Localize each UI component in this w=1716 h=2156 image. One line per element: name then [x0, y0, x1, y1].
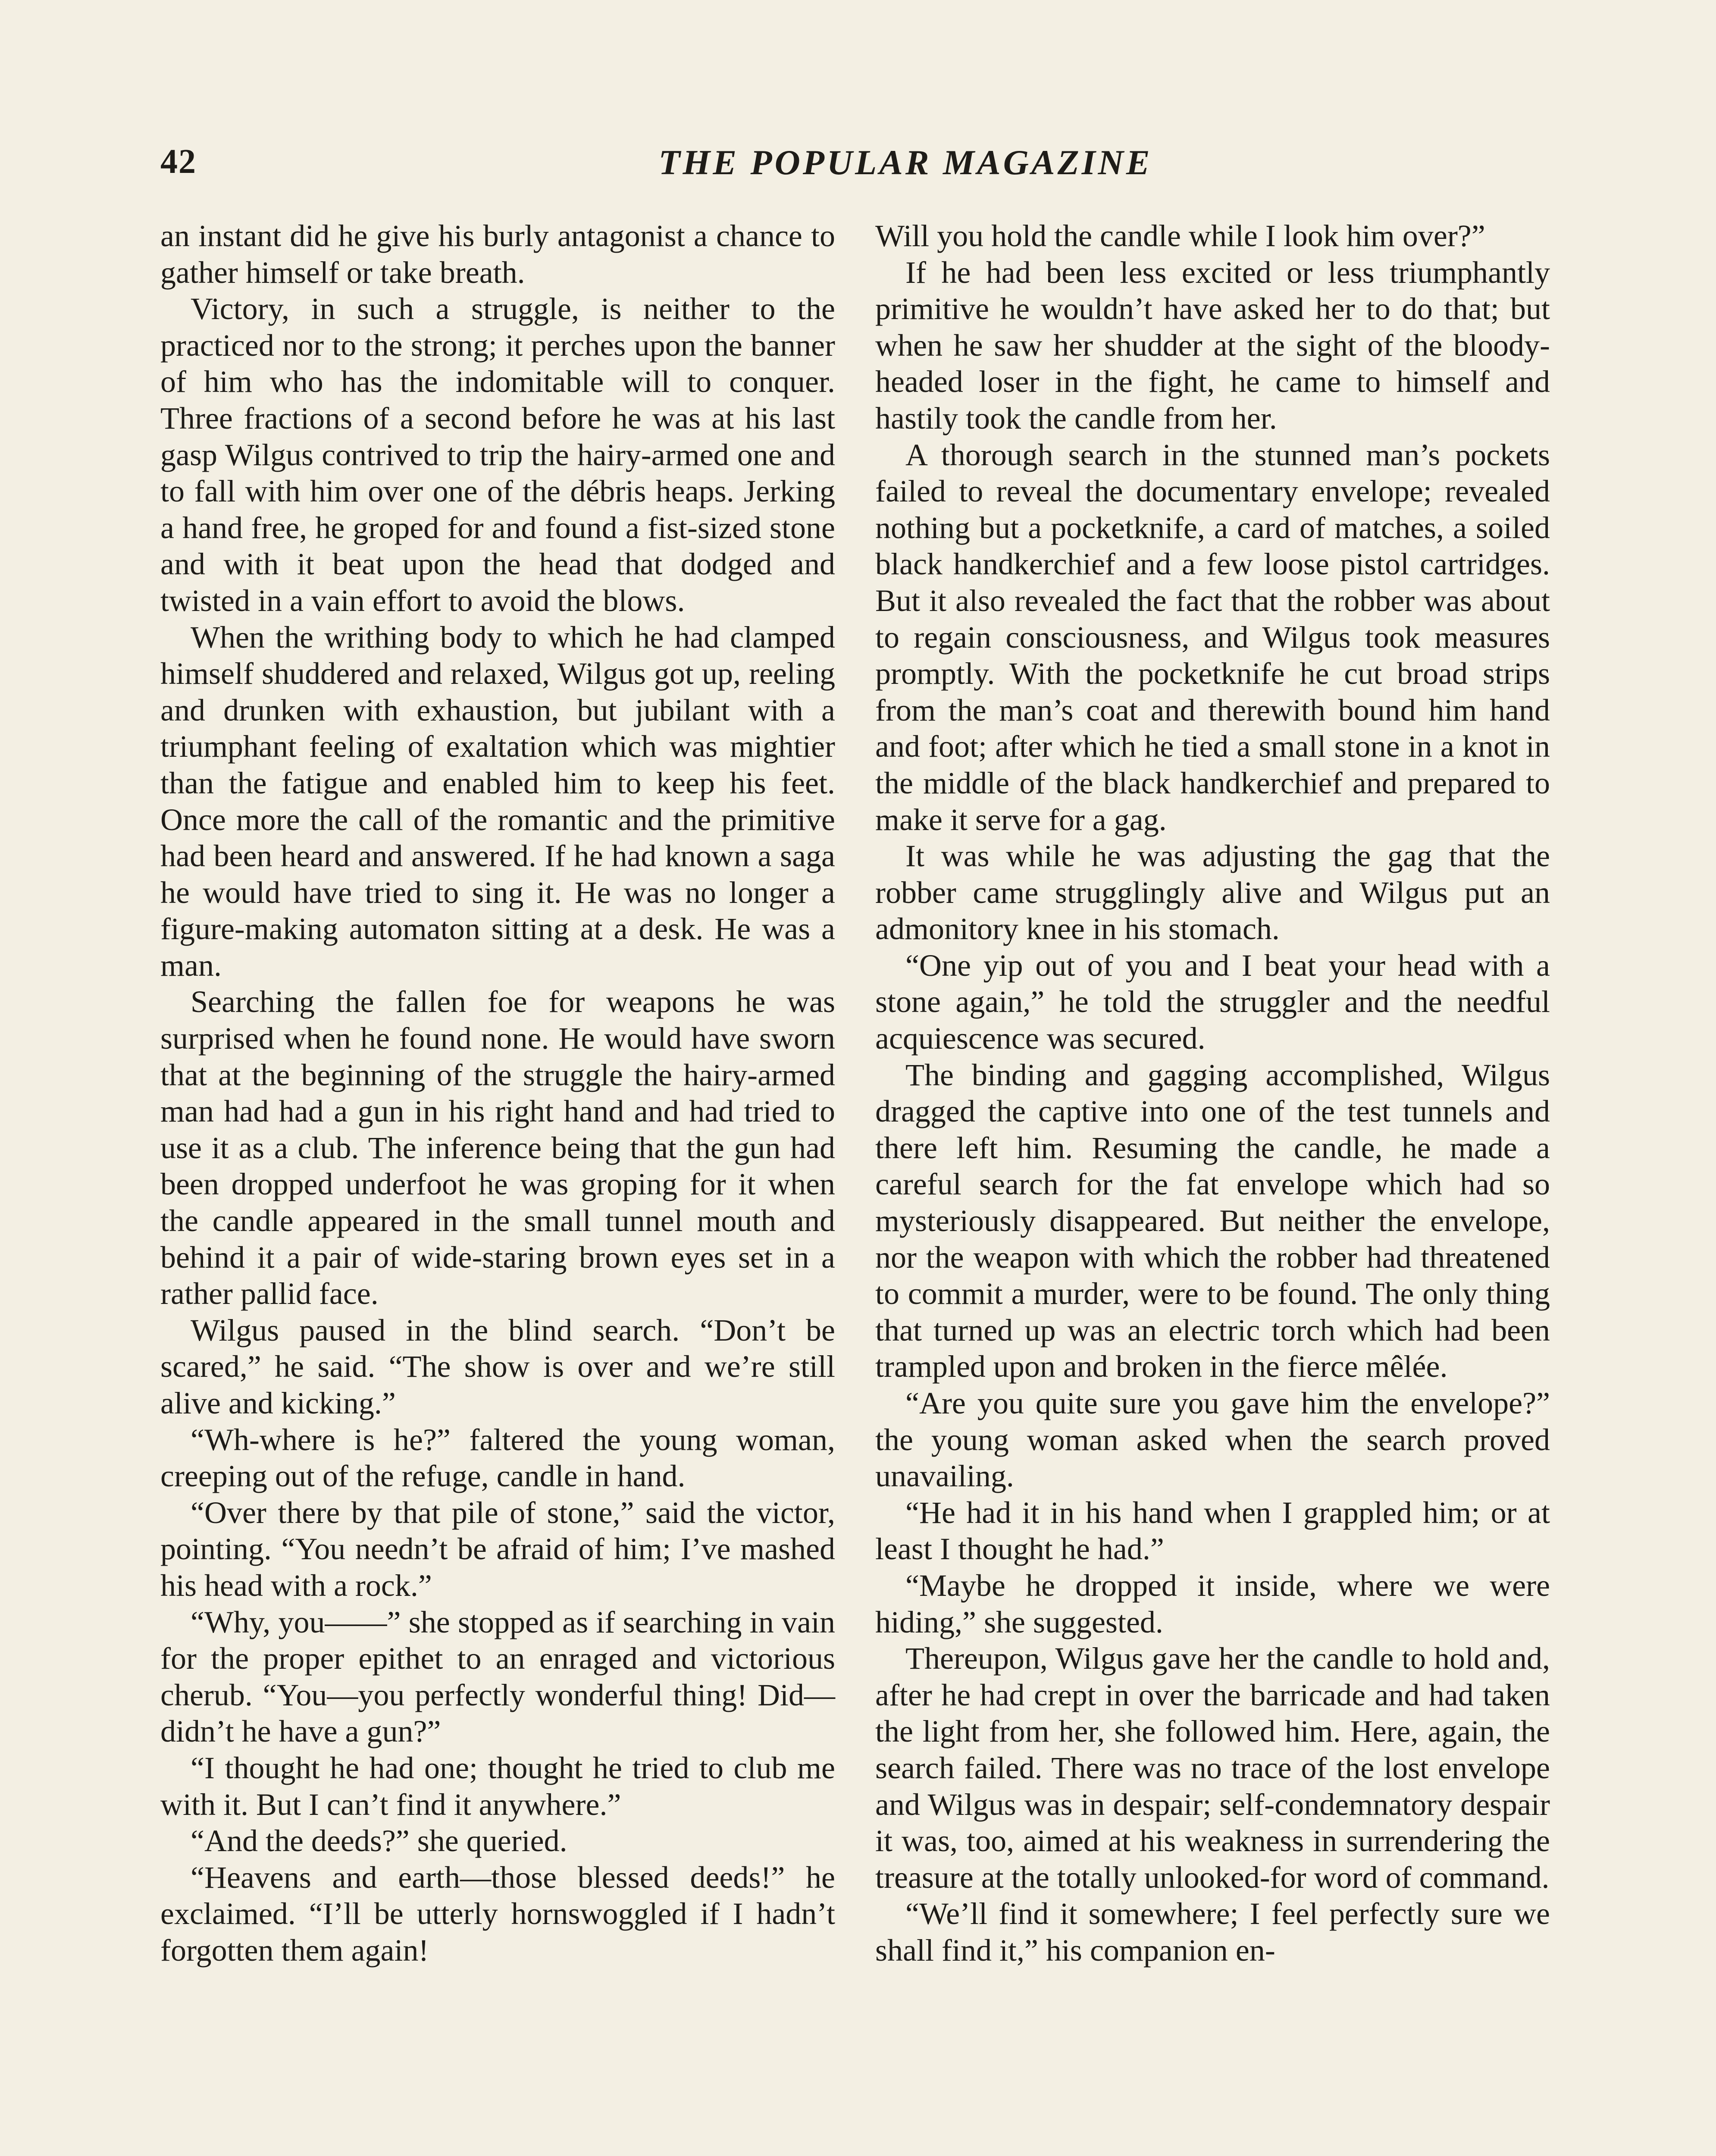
- paragraph: “Wh-where is he?” faltered the young woman, creeping out of the refuge, candle in hand.: [160, 1422, 835, 1494]
- paragraph: “One yip out of you and I beat your head with a stone again,” he told the struggler and the needful acquiescence was secured.: [875, 948, 1550, 1056]
- paragraph: If he had been less excited or less triumphantly primitive he wouldn’t have asked her to do that; but when he saw her shudder at the sight of the bloody-headed loser in the fight, he came to himself and hastily took the candle from her.: [875, 255, 1550, 436]
- paragraph: “Over there by that pile of stone,” said the victor, pointing. “You needn’t be afraid of him; I’ve mashed his head with a rock.”: [160, 1495, 835, 1603]
- paragraph: “Why, you——” she stopped as if searching in vain for the proper epithet to an enraged and victorious cherub. “You—you perfectly wonderful thing! Did—didn’t he have a gun?”: [160, 1604, 835, 1749]
- paragraph: an instant did he give his burly antagonist a chance to gather himself or take breath.: [160, 219, 835, 290]
- paragraph: “He had it in his hand when I grappled him; or at least I thought he had.”: [875, 1495, 1550, 1567]
- paragraph: Thereupon, Wilgus gave her the candle to hold and, after he had crept in over the barricade and had taken the light from her, she followed him. Here, again, the search failed. There was no trace of the lost envelope and Wilgus was in despair; self-condemnatory despair it was, too, aimed at his weakness in surrendering the treasure at the totally unlooked-for word of command.: [875, 1641, 1550, 1895]
- paragraph: Will you hold the candle while I look him over?”: [875, 219, 1485, 253]
- paragraph: The binding and gagging accomplished, Wilgus dragged the captive into one of the test tunnels and there left him. Resuming the candle, he made a careful search for the fat envelope which had so mysteriously disappeared. But neither the envelope, nor the weapon with which the robber had threatened to commit a murder, were to be found. The only thing that turned up was an electric torch which had been trampled upon and broken in the fierce mêlée.: [875, 1057, 1550, 1384]
- right-column: [875, 218, 1550, 1969]
- paragraph: Victory, in such a struggle, is neither to the practiced nor to the strong; it perches upon the banner of him who has the indomitable will to conquer. Three fractions of a second before he was at his last gasp Wilgus contrived to trip the hairy-armed one and to fall with him over one of the débris heaps. Jerking a hand free, he groped for and found a fist-sized stone and with it beat upon the head that dodged and twisted in a vain effort to avoid the blows.: [160, 291, 835, 618]
- paragraph: A thorough search in the stunned man’s pockets failed to reveal the documentary envelope; revealed nothing but a pocketknife, a card of matches, a soiled black handkerchief and a few loose pistol cartridges. But it also revealed the fact that the robber was about to regain consciousness, and Wilgus took measures promptly. With the pocketknife he cut broad strips from the man’s coat and therewith bound him hand and foot; after which he tied a small stone in a knot in the middle of the black handkerchief and prepared to make it serve for a gag.: [875, 437, 1550, 837]
- paragraph: “I thought he had one; thought he tried to club me with it. But I can’t find it anywhere.”: [160, 1750, 835, 1822]
- paragraph: “And the deeds?” she queried.: [191, 1824, 567, 1858]
- left-column: [160, 218, 835, 1969]
- paragraph: “Heavens and earth—those blessed deeds!” he exclaimed. “I’ll be utterly hornswoggled if I hadn’t forgotten them again!: [160, 1860, 835, 1968]
- paragraph: “Are you quite sure you gave him the envelope?” the young woman asked when the search proved unavailing.: [875, 1386, 1550, 1494]
- page-number: 42: [160, 143, 197, 181]
- paragraph: “Maybe he dropped it inside, where we were hiding,” she suggested.: [875, 1568, 1550, 1639]
- paragraph: It was while he was adjusting the gag that the robber came strugglingly alive and Wilgus put an admonitory knee in his stomach.: [875, 839, 1550, 946]
- paragraph: Wilgus paused in the blind search. “Don’t be scared,” he said. “The show is over and we’re still alive and kicking.”: [160, 1313, 835, 1420]
- paragraph: Searching the fallen foe for weapons he was surprised when he found none. He would have sworn that at the beginning of the struggle the hairy-armed man had had a gun in his right hand and had tried to use it as a club. The inference being that the gun had been dropped underfoot he was groping for it when the candle appeared in the small tunnel mouth and behind it a pair of wide-staring brown eyes set in a rather pallid face.: [160, 984, 835, 1311]
- paragraph: “We’ll find it somewhere; I feel perfectly sure we shall find it,” his companion en-: [875, 1896, 1550, 1968]
- paragraph: When the writhing body to which he had clamped himself shuddered and relaxed, Wilgus got up, reeling and drunken with exhaustion, but jubilant with a triumphant feeling of exaltation which was mightier than the fatigue and enabled him to keep his feet. Once more the call of the romantic and the primitive had been heard and answered. If he had known a saga he would have tried to sing it. He was no longer a figure-making automaton sitting at a desk. He was a man.: [160, 620, 835, 983]
- running-head: THE POPULAR MAGAZINE: [658, 143, 1152, 182]
